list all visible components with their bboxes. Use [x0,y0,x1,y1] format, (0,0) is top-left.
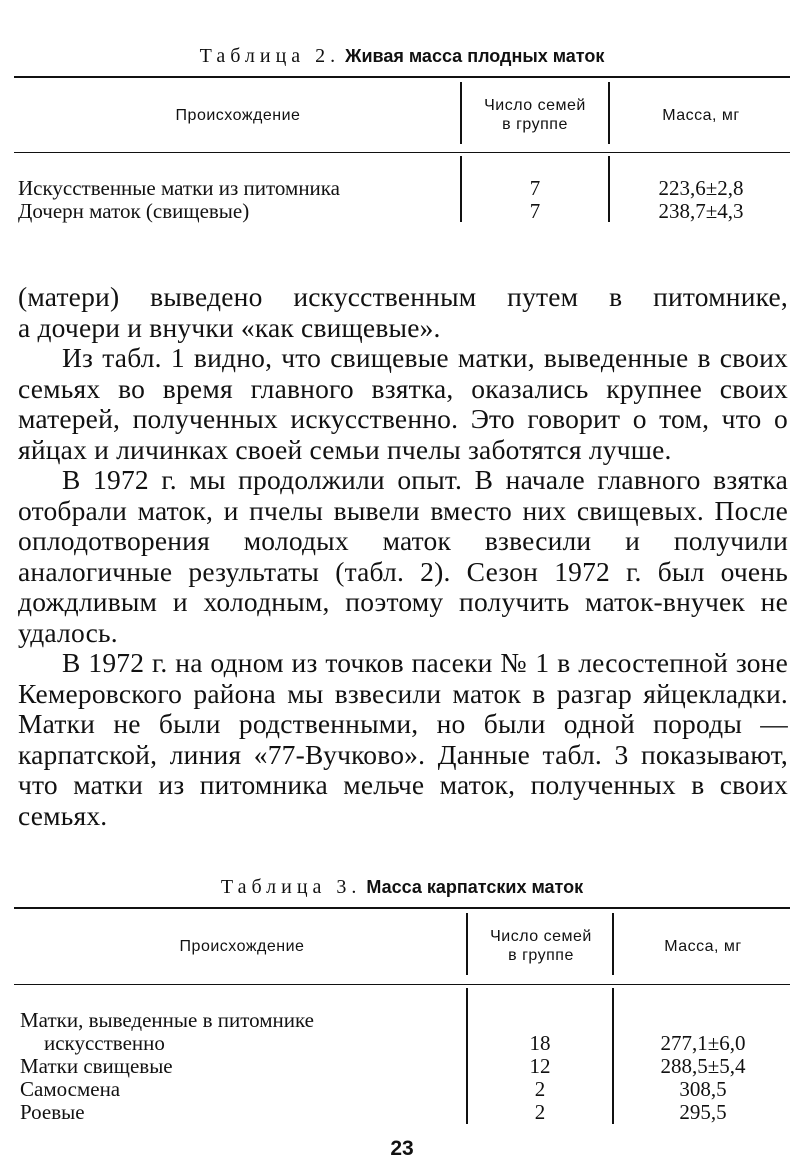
paragraph-2: Из табл. 1 видно, что свищевые матки, выведенные в своих семьях во время главного взятка, оказались крупнее своих матерей, полученных искусственно. Это говорит о том, что о яйцах и личинках своей семьи пчелы заботятся лучше. [18,342,788,465]
table2-cell-mass: 238,7±4,3 [658,199,744,223]
paragraph-3: В 1972 г. мы продолжили опыт. В начале главного взятка отобрали маток, и пчелы вывели вместо них свищевых. После оплодотворения молодых маток взвесили и получили аналогичные результаты (табл. 2). Сезон 1972 г. был очень дождливым и холодным, поэтому получить маток-внучек не удалось. [18,464,788,648]
table3-cell-origin: Матки свищевые [20,1054,173,1078]
table3-cell-families: 18 [529,1031,551,1055]
table3-header-divider-2 [612,913,614,975]
table3-caption [0,875,804,899]
table2-cell-families: 7 [529,176,541,200]
table3-header-families-line1: Число семей [490,928,592,945]
table2-caption-prefix: Таблица 2. [199,45,341,67]
table2-header-families-line2: в группе [502,116,568,133]
table2-caption [0,44,804,68]
table3-cell-origin: Самосмена [20,1077,121,1101]
table2-cell-origin: Искусственные матки из питомника [18,176,341,200]
table3-cell-mass: 295,5 [679,1100,727,1124]
table3-body-divider-2 [612,988,614,1124]
table3-cell-families: 12 [529,1054,551,1078]
table2-caption-title: Живая масса плодных маток [345,46,605,66]
table3-cell-origin: Матки, выведенные в питомнике [20,1008,314,1032]
table2-cell-origin: Дочерн маток (свищевые) [18,199,250,223]
table2-header-families [460,96,610,134]
table3-header-divider-1 [466,913,468,975]
body-text [18,282,788,831]
table2-body-divider-2 [608,156,610,222]
table2-header-mass: Масса, мг [662,107,740,124]
table3-header-families [466,927,616,965]
paragraph-1-line-2: а дочери и внучки «как свищевые». [18,311,441,343]
table3-cell-families: 2 [534,1100,546,1124]
table3-caption-prefix: Таблица 3. [220,876,362,898]
table3-header-rule [14,984,790,985]
table2-cell-mass: 223,6±2,8 [658,176,744,200]
table2-header-rule [14,152,790,153]
table3-cell-mass: 277,1±6,0 [660,1031,746,1055]
table3-header-origin: Происхождение [179,938,305,955]
table3-cell-origin-continued: искусственно [44,1031,165,1055]
table2-header-divider-2 [608,82,610,144]
table3-cell-mass: 308,5 [679,1077,727,1101]
page-number: 23 [390,1137,414,1160]
table2-header-families-line1: Число семей [484,97,586,114]
table2-cell-families: 7 [529,199,541,223]
table3-cell-mass: 288,5±5,4 [660,1054,746,1078]
paragraph-1-line-1: (матери) выведено искусственным путем в питомнике, [18,281,788,312]
table3-cell-origin: Роевые [20,1100,85,1124]
table2-header-divider-1 [460,82,462,144]
table2-top-rule [14,76,790,78]
paragraph-4: В 1972 г. на одном из точков пасеки № 1 в лесостепной зоне Кемеровского района мы взвесили маток в разгар яйцекладки. Матки не были родственными, но были одной породы — карпатской, линия «77-Вучково». Данные табл. 3 показывают, что матки из питомника мельче маток, полученных в своих семьях. [18,647,788,831]
table3-cell-families: 2 [534,1077,546,1101]
table3-header-mass: Масса, мг [664,938,742,955]
table3-header-families-line2: в группе [508,947,574,964]
table2-header-origin: Происхождение [175,107,301,124]
table3-top-rule [14,907,790,909]
table3-caption-title: Масса карпатских маток [366,877,584,897]
